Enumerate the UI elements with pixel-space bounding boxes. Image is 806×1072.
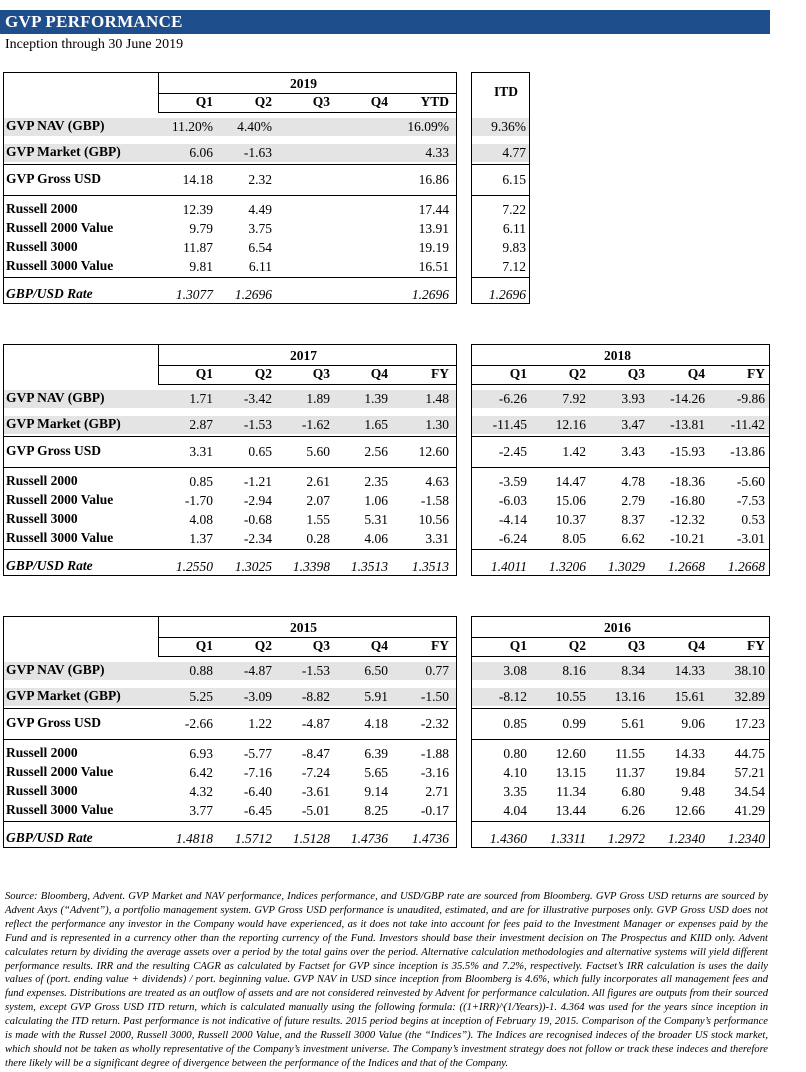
table-cell: -6.45 bbox=[243, 803, 272, 818]
row-label: GVP Gross USD bbox=[6, 715, 102, 730]
row-label: GBP/USD Rate bbox=[6, 286, 93, 301]
table-cell: 4.18 bbox=[364, 716, 388, 731]
table-cell: -0.17 bbox=[420, 803, 449, 818]
table-cell: 5.61 bbox=[621, 716, 645, 731]
table-cell: 15.61 bbox=[674, 689, 705, 704]
table-cell: 38.10 bbox=[734, 663, 765, 678]
table-cell: -1.58 bbox=[420, 493, 449, 508]
column-header: Q3 bbox=[627, 638, 645, 653]
table-cell: 1.48 bbox=[425, 391, 449, 406]
table-cell: 1.3513 bbox=[350, 559, 388, 574]
table-cell: -8.47 bbox=[301, 746, 330, 761]
table-cell: 0.80 bbox=[503, 746, 527, 761]
table-cell: 1.71 bbox=[189, 391, 213, 406]
table-cell: -4.87 bbox=[301, 716, 330, 731]
row-label: Russell 2000 Value bbox=[6, 220, 114, 235]
row-label: Russell 2000 Value bbox=[6, 492, 114, 507]
table-cell: 8.34 bbox=[621, 663, 645, 678]
table-cell: -18.36 bbox=[670, 474, 705, 489]
table-cell: -1.53 bbox=[301, 663, 330, 678]
table-cell: 0.85 bbox=[189, 474, 213, 489]
table-cell: -6.24 bbox=[498, 531, 527, 546]
table-cell: 1.5128 bbox=[292, 831, 330, 846]
table-cell: 1.4736 bbox=[411, 831, 449, 846]
table-cell: -2.32 bbox=[420, 716, 449, 731]
table-cell: 14.18 bbox=[182, 172, 213, 187]
table-cell: 1.42 bbox=[562, 444, 586, 459]
table-cell: 0.85 bbox=[503, 716, 527, 731]
table-cell: 0.65 bbox=[248, 444, 272, 459]
table-cell: 2.79 bbox=[621, 493, 645, 508]
table-cell: 9.14 bbox=[364, 784, 388, 799]
table-cell: 1.3025 bbox=[234, 559, 272, 574]
table-cell: -1.63 bbox=[243, 145, 272, 160]
table-cell: 3.77 bbox=[189, 803, 213, 818]
row-label: GVP Market (GBP) bbox=[6, 416, 121, 431]
table-cell: 16.09% bbox=[407, 119, 449, 134]
table-cell: 14.47 bbox=[555, 474, 586, 489]
table-cell: 5.60 bbox=[306, 444, 330, 459]
column-header-underline bbox=[158, 112, 457, 113]
table-cell: -11.45 bbox=[492, 417, 527, 432]
table-cell: 5.91 bbox=[364, 689, 388, 704]
table-cell: -2.34 bbox=[243, 531, 272, 546]
table-cell: -1.53 bbox=[243, 417, 272, 432]
table-cell: 1.3206 bbox=[548, 559, 586, 574]
table-cell: 13.16 bbox=[614, 689, 645, 704]
table-cell: 1.3077 bbox=[175, 287, 213, 302]
column-header: Q1 bbox=[195, 94, 213, 109]
table-cell: 4.40% bbox=[237, 119, 272, 134]
column-header: Q1 bbox=[195, 366, 213, 381]
table-cell: 4.32 bbox=[189, 784, 213, 799]
table-cell: 6.42 bbox=[189, 765, 213, 780]
table-cell: 3.31 bbox=[189, 444, 213, 459]
column-header: Q2 bbox=[254, 94, 272, 109]
table-cell: 1.3398 bbox=[292, 559, 330, 574]
table-cell: 17.23 bbox=[734, 716, 765, 731]
table-cell: 10.55 bbox=[555, 689, 586, 704]
column-header: Q4 bbox=[370, 366, 388, 381]
table-cell: 8.25 bbox=[364, 803, 388, 818]
table-cell: 3.35 bbox=[503, 784, 527, 799]
year-header: 2017 bbox=[290, 348, 317, 363]
table-cell: 1.4011 bbox=[490, 559, 527, 574]
table-cell: 19.84 bbox=[674, 765, 705, 780]
column-header: FY bbox=[431, 638, 449, 653]
table-cell: -0.68 bbox=[243, 512, 272, 527]
table-cell: 13.91 bbox=[418, 221, 449, 236]
row-label: Russell 2000 bbox=[6, 201, 78, 216]
table-cell: 3.08 bbox=[503, 663, 527, 678]
table-cell: 9.79 bbox=[189, 221, 213, 236]
table-cell: 13.15 bbox=[555, 765, 586, 780]
table-cell: -2.66 bbox=[184, 716, 213, 731]
table-cell: 6.62 bbox=[621, 531, 645, 546]
column-header: Q3 bbox=[627, 366, 645, 381]
table-cell: 6.06 bbox=[189, 145, 213, 160]
table-cell: 19.19 bbox=[418, 240, 449, 255]
table-cell: -5.01 bbox=[301, 803, 330, 818]
table-cell: 1.06 bbox=[364, 493, 388, 508]
row-label: GVP Market (GBP) bbox=[6, 688, 121, 703]
column-header: Q2 bbox=[254, 366, 272, 381]
table-cell: 4.78 bbox=[621, 474, 645, 489]
row-label: GVP NAV (GBP) bbox=[6, 118, 105, 133]
table-cell: 1.2340 bbox=[667, 831, 705, 846]
table-cell: 1.2696 bbox=[234, 287, 272, 302]
table-cell: -7.53 bbox=[736, 493, 765, 508]
table-cell: 1.2668 bbox=[667, 559, 705, 574]
table-cell: 0.77 bbox=[425, 663, 449, 678]
table-cell: 4.33 bbox=[425, 145, 449, 160]
table-cell: -3.16 bbox=[420, 765, 449, 780]
table-cell: 1.2696 bbox=[488, 287, 526, 302]
table-cell: 6.11 bbox=[502, 221, 526, 236]
table-cell: -12.32 bbox=[670, 512, 705, 527]
table-cell: 0.99 bbox=[562, 716, 586, 731]
column-header: Q4 bbox=[370, 638, 388, 653]
table-cell: 1.5712 bbox=[234, 831, 272, 846]
table-cell: -5.60 bbox=[736, 474, 765, 489]
table-cell: 1.3029 bbox=[607, 559, 645, 574]
table-cell: 9.81 bbox=[189, 259, 213, 274]
table-cell: 6.80 bbox=[621, 784, 645, 799]
table-cell: 8.05 bbox=[562, 531, 586, 546]
table-cell: 44.75 bbox=[734, 746, 765, 761]
table-cell: -3.42 bbox=[243, 391, 272, 406]
table-cell: 1.2668 bbox=[727, 559, 765, 574]
table-cell: 3.75 bbox=[248, 221, 272, 236]
table-cell: -1.62 bbox=[301, 417, 330, 432]
column-header: Q1 bbox=[195, 638, 213, 653]
table-cell: 7.92 bbox=[562, 391, 586, 406]
row-label: Russell 3000 Value bbox=[6, 258, 114, 273]
table-cell: 1.2550 bbox=[175, 559, 213, 574]
table-cell: 7.22 bbox=[502, 202, 526, 217]
table-cell: 6.54 bbox=[248, 240, 272, 255]
table-cell: 8.16 bbox=[562, 663, 586, 678]
year-header: 2018 bbox=[604, 348, 631, 363]
table-cell: -6.40 bbox=[243, 784, 272, 799]
table-cell: -1.21 bbox=[243, 474, 272, 489]
table-cell: -13.86 bbox=[730, 444, 765, 459]
table-cell: 1.4818 bbox=[175, 831, 213, 846]
column-header: Q3 bbox=[312, 94, 330, 109]
row-label: Russell 2000 bbox=[6, 473, 78, 488]
table-cell: -5.77 bbox=[243, 746, 272, 761]
table-cell: 1.3311 bbox=[549, 831, 586, 846]
table-cell: 6.15 bbox=[502, 172, 526, 187]
table-cell: 12.66 bbox=[674, 803, 705, 818]
table-cell: 9.36% bbox=[491, 119, 526, 134]
table-cell: -1.88 bbox=[420, 746, 449, 761]
column-header: FY bbox=[431, 366, 449, 381]
table-cell: 1.39 bbox=[364, 391, 388, 406]
footnote: Source: Bloomberg, Advent. GVP Market and NAV performance, Indices performance, and USD/GBP rate are sourced from Bloomberg. GVP Gross USD returns are sourced by Advent Axys (“Advent”), a portfolio management system. GVP Gross USD performance is unaudited, estimated, and are for illustrative purposes only. GVP Gross USD does not reflect the performance any investor in the Company would have experienced, as it does not take into account for fees paid to the Investment Manager or expenses paid by the Fund and is represented in a currency other than the reporting currency of the Fund. Investors should base their investment decision on The Prospectus and KIID only. Advent calculates return by dividing the average assets over a period by the total gains over the period. Alternative calculation methodologies and alternative systems will yield different performance results. IRR and the resulting CAGR as calculated by Factset for GVP since inception is 35.5% and 7.2%, respectively. Factset’s IRR calculation is uses the daily values of (port. ending value + dividends) / port. beginning value. GVP NAV in USD since inception from Bloomberg is 4.6%, which fully incorporates all management fees and fund expenses. Distributions are treated as an outflow of assets and are not considered reinvested by Advent for performance calculation. All figures are outputs from their sourced system, except GVP Gross USD ITD return, which is calculated manually using the following formula: ((1+IRR)^(1/Years))-1. 4.364 was used for the years since inception in calculating the ITD return. Past performance is not indicative of future results. 2015 period begins at inception of February 19, 2015. Comparison of the Company’s performance is made with the Russel 2000, Russell 3000, Russell 2000 Value, and the Russell 3000 Value (the “Indices”). The Indices are recognised indeces of the broader US stock market, which should not be taken as wholly representative of the Company’s investment universe. The Company’s investment strategy does not follow or track these indeces and therefore there likely will be a significant degree of divergence between the performance of the Indices and that of the Company. bbox=[5, 891, 768, 1069]
year-header: 2015 bbox=[290, 620, 317, 635]
table-cell: -4.87 bbox=[243, 663, 272, 678]
table-cell: 9.06 bbox=[681, 716, 705, 731]
table-cell: -3.01 bbox=[736, 531, 765, 546]
table-cell: 34.54 bbox=[734, 784, 765, 799]
table-cell: 57.21 bbox=[734, 765, 765, 780]
table-cell: 4.08 bbox=[189, 512, 213, 527]
row-label: Russell 2000 bbox=[6, 745, 78, 760]
table-cell: 3.31 bbox=[425, 531, 449, 546]
table-cell: 4.77 bbox=[502, 145, 526, 160]
table-cell: 17.44 bbox=[418, 202, 449, 217]
column-header: FY bbox=[747, 638, 765, 653]
table-cell: -10.21 bbox=[670, 531, 705, 546]
table-cell: 1.37 bbox=[189, 531, 213, 546]
table-cell: 1.55 bbox=[306, 512, 330, 527]
table-cell: 3.93 bbox=[621, 391, 645, 406]
table-cell: 14.33 bbox=[674, 746, 705, 761]
table-cell: 12.16 bbox=[555, 417, 586, 432]
table-cell: 11.37 bbox=[615, 765, 645, 780]
column-header: Q4 bbox=[370, 94, 388, 109]
column-header: Q1 bbox=[509, 638, 527, 653]
column-header-underline bbox=[471, 384, 770, 385]
row-label: Russell 2000 Value bbox=[6, 764, 114, 779]
table-cell: 5.65 bbox=[364, 765, 388, 780]
table-cell: 15.06 bbox=[555, 493, 586, 508]
row-label: Russell 3000 bbox=[6, 783, 78, 798]
row-label: Russell 3000 bbox=[6, 239, 78, 254]
table-cell: 2.56 bbox=[364, 444, 388, 459]
table-cell: 9.83 bbox=[502, 240, 526, 255]
table-cell: 32.89 bbox=[734, 689, 765, 704]
table-cell: 0.53 bbox=[741, 512, 765, 527]
table-cell: 2.71 bbox=[425, 784, 449, 799]
row-label: Russell 3000 bbox=[6, 511, 78, 526]
table-cell: 12.60 bbox=[555, 746, 586, 761]
table-cell: 5.31 bbox=[364, 512, 388, 527]
table-cell: -9.86 bbox=[736, 391, 765, 406]
table-cell: 3.43 bbox=[621, 444, 645, 459]
table-cell: -11.42 bbox=[730, 417, 765, 432]
column-header-underline bbox=[158, 656, 457, 657]
table-cell: 6.26 bbox=[621, 803, 645, 818]
row-label: Russell 3000 Value bbox=[6, 530, 114, 545]
table-cell: -4.14 bbox=[498, 512, 527, 527]
column-header: Q2 bbox=[254, 638, 272, 653]
column-header: FY bbox=[747, 366, 765, 381]
table-cell: 16.86 bbox=[418, 172, 449, 187]
table-cell: 12.39 bbox=[182, 202, 213, 217]
row-label: GVP NAV (GBP) bbox=[6, 662, 105, 677]
table-cell: -3.61 bbox=[301, 784, 330, 799]
table-cell: 6.11 bbox=[248, 259, 272, 274]
column-header: Q2 bbox=[568, 638, 586, 653]
table-cell: -7.16 bbox=[243, 765, 272, 780]
table-cell: 10.56 bbox=[418, 512, 449, 527]
itd-header: ITD bbox=[494, 84, 519, 99]
year-header: 2019 bbox=[290, 76, 317, 91]
table-cell: -16.80 bbox=[670, 493, 705, 508]
table-cell: -14.26 bbox=[670, 391, 705, 406]
table-cell: -2.94 bbox=[243, 493, 272, 508]
row-label: GVP NAV (GBP) bbox=[6, 390, 105, 405]
year-header: 2016 bbox=[604, 620, 631, 635]
table-cell: 10.37 bbox=[555, 512, 586, 527]
column-header: Q4 bbox=[687, 366, 705, 381]
table-cell: -13.81 bbox=[670, 417, 705, 432]
table-cell: -2.45 bbox=[498, 444, 527, 459]
column-header: Q3 bbox=[312, 638, 330, 653]
row-label: GBP/USD Rate bbox=[6, 830, 93, 845]
table-cell: -6.26 bbox=[498, 391, 527, 406]
page-subtitle: Inception through 30 June 2019 bbox=[5, 37, 184, 52]
table-cell: 2.87 bbox=[189, 417, 213, 432]
row-label: GVP Gross USD bbox=[6, 171, 102, 186]
table-cell: -1.50 bbox=[420, 689, 449, 704]
table-cell: 11.34 bbox=[556, 784, 586, 799]
table-cell: 6.93 bbox=[189, 746, 213, 761]
table-cell: -15.93 bbox=[670, 444, 705, 459]
table-cell: 2.35 bbox=[364, 474, 388, 489]
table-cell: 6.39 bbox=[364, 746, 388, 761]
table-cell: 6.50 bbox=[364, 663, 388, 678]
table-cell: 4.63 bbox=[425, 474, 449, 489]
row-label: GVP Market (GBP) bbox=[6, 144, 121, 159]
table-cell: 14.33 bbox=[674, 663, 705, 678]
table-cell: 1.2340 bbox=[727, 831, 765, 846]
table-cell: 0.88 bbox=[189, 663, 213, 678]
table-cell: 5.25 bbox=[189, 689, 213, 704]
table-cell: 41.29 bbox=[734, 803, 765, 818]
table-cell: 11.55 bbox=[615, 746, 645, 761]
table-cell: 1.3513 bbox=[411, 559, 449, 574]
table-cell: -7.24 bbox=[301, 765, 330, 780]
table-cell: 1.65 bbox=[364, 417, 388, 432]
table-cell: 1.4360 bbox=[489, 831, 527, 846]
table-cell: 1.30 bbox=[425, 417, 449, 432]
table-cell: -8.12 bbox=[498, 689, 527, 704]
table-cell: 11.20% bbox=[171, 119, 213, 134]
table-cell: 1.89 bbox=[306, 391, 330, 406]
table-cell: 9.48 bbox=[681, 784, 705, 799]
column-header: Q4 bbox=[687, 638, 705, 653]
table-cell: 4.10 bbox=[503, 765, 527, 780]
table-cell: 13.44 bbox=[555, 803, 586, 818]
table-cell: 1.22 bbox=[248, 716, 272, 731]
table-cell: 7.12 bbox=[502, 259, 526, 274]
table-cell: 1.4736 bbox=[350, 831, 388, 846]
table-cell: 2.07 bbox=[306, 493, 330, 508]
table-cell: -1.70 bbox=[184, 493, 213, 508]
row-label: GBP/USD Rate bbox=[6, 558, 93, 573]
table-cell: 8.37 bbox=[621, 512, 645, 527]
column-header-underline bbox=[158, 637, 457, 638]
row-label: Russell 3000 Value bbox=[6, 802, 114, 817]
table-cell: 4.49 bbox=[248, 202, 272, 217]
table-cell: 1.2972 bbox=[607, 831, 645, 846]
table-cell: 0.28 bbox=[306, 531, 330, 546]
table-cell: 2.32 bbox=[248, 172, 272, 187]
table-cell: 3.47 bbox=[621, 417, 645, 432]
column-header: YTD bbox=[420, 94, 449, 109]
table-cell: 4.06 bbox=[364, 531, 388, 546]
column-header: Q3 bbox=[312, 366, 330, 381]
table-cell: 11.87 bbox=[183, 240, 213, 255]
table-cell: -6.03 bbox=[498, 493, 527, 508]
column-header: Q1 bbox=[509, 366, 527, 381]
table-cell: 4.04 bbox=[503, 803, 527, 818]
row-label: GVP Gross USD bbox=[6, 443, 102, 458]
column-header-underline bbox=[471, 656, 770, 657]
table-cell: 16.51 bbox=[418, 259, 449, 274]
column-header-underline bbox=[158, 384, 457, 385]
table-cell: -8.82 bbox=[301, 689, 330, 704]
column-header: Q2 bbox=[568, 366, 586, 381]
table-cell: 12.60 bbox=[418, 444, 449, 459]
column-header-underline bbox=[158, 365, 457, 366]
table-cell: 1.2696 bbox=[411, 287, 449, 302]
page-title: GVP PERFORMANCE bbox=[5, 12, 183, 31]
table-cell: 2.61 bbox=[306, 474, 330, 489]
column-header-underline bbox=[158, 93, 457, 94]
table-cell: -3.09 bbox=[243, 689, 272, 704]
table-cell: -3.59 bbox=[498, 474, 527, 489]
